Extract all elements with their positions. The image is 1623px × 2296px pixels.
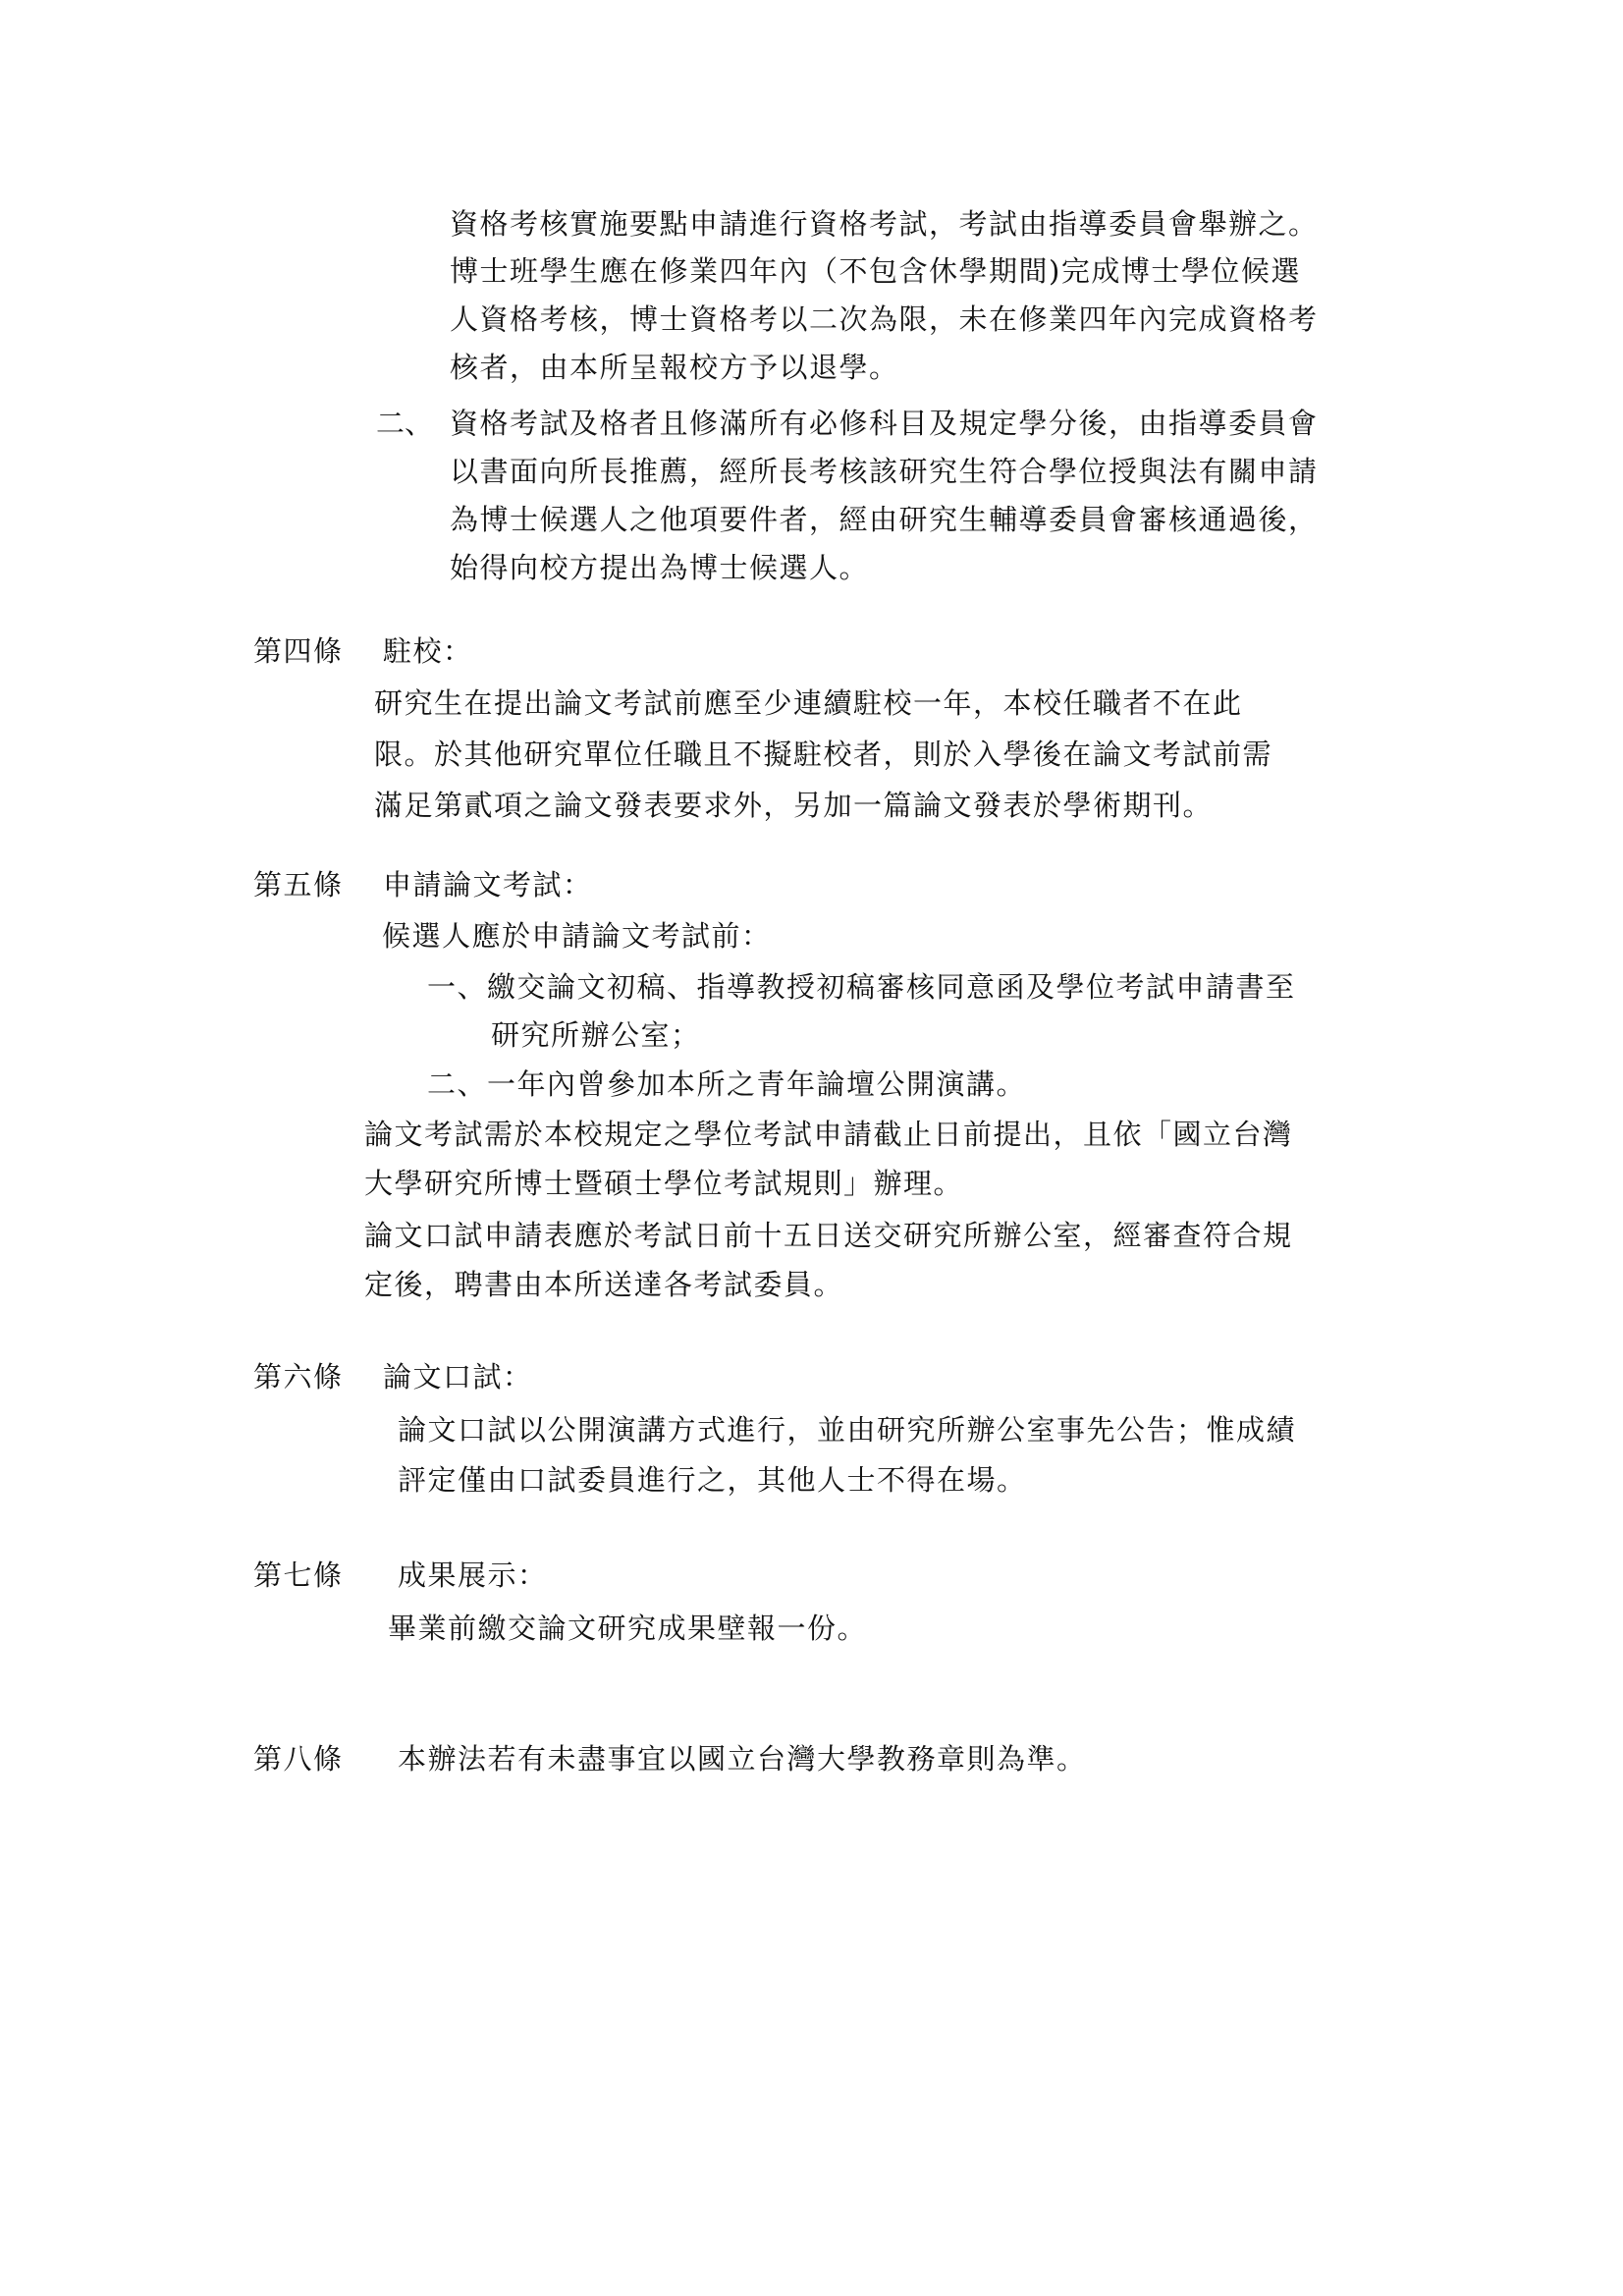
article-8-heading: 第八條: [253, 1742, 344, 1776]
article-5-para-1-line-2: 大學研究所博士暨碩士學位考試規則」辦理。: [364, 1167, 964, 1200]
article-7-title: 成果展示：: [398, 1558, 548, 1592]
article-5-para-2-line-2: 定後，聘書由本所送達各考試委員。: [364, 1268, 844, 1301]
article-5-title: 申請論文考試：: [383, 868, 593, 902]
intro-line-3: 人資格考核，博士資格考以二次為限，未在修業四年內完成資格考: [450, 302, 1319, 336]
article-5-intro: 候選人應於申請論文考試前：: [382, 919, 772, 953]
item-2-line-3: 為博士候選人之他項要件者，經由研究生輔導委員會審核通過後，: [450, 503, 1319, 536]
article-5-heading: 第五條: [253, 868, 344, 902]
intro-line-4: 核者，由本所呈報校方予以退學。: [450, 351, 899, 384]
item-2-line-4: 始得向校方提出為博士候選人。: [450, 551, 870, 584]
article-5-item-1-line-2: 研究所辦公室；: [491, 1018, 701, 1052]
intro-line-1: 資格考核實施要點申請進行資格考試，考試由指導委員會舉辦之。: [450, 207, 1319, 241]
article-6-line-2: 評定僅由口試委員進行之，其他人士不得在場。: [398, 1463, 1027, 1497]
article-4-line-2: 限。於其他研究單位任職且不擬駐校者，則於入學後在論文考試前需: [374, 738, 1273, 771]
article-6-heading: 第六條: [253, 1360, 344, 1394]
intro-line-2: 博士班學生應在修業四年內（不包含休學期間)完成博士學位候選: [450, 254, 1301, 288]
article-4-line-1: 研究生在提出論文考試前應至少連續駐校一年，本校任職者不在此: [374, 686, 1243, 720]
item-2-line-2: 以書面向所長推薦，經所長考核該研究生符合學位授與法有關申請: [450, 455, 1319, 488]
article-4-heading: 第四條: [253, 634, 344, 668]
article-6-line-1: 論文口試以公開演講方式進行，並由研究所辦公室事先公告；惟成績: [398, 1413, 1297, 1447]
article-5-item-2: 二、一年內曾參加本所之青年論壇公開演講。: [427, 1067, 1027, 1101]
article-4-title: 駐校：: [383, 634, 473, 668]
article-5-item-1-line-1: 一、繳交論文初稿、指導教授初稿審核同意函及學位考試申請書至: [427, 970, 1296, 1004]
article-5-para-1-line-1: 論文考試需於本校規定之學位考試申請截止日前提出，且依「國立台灣: [364, 1118, 1293, 1151]
article-6-title: 論文口試：: [383, 1360, 533, 1394]
article-5-para-2-line-1: 論文口試申請表應於考試日前十五日送交研究所辦公室，經審查符合規: [364, 1219, 1293, 1252]
item-2-line-1: 資格考試及格者且修滿所有必修科目及規定學分後，由指導委員會: [450, 407, 1319, 440]
article-4-line-3: 滿足第貳項之論文發表要求外，另加一篇論文發表於學術期刊。: [374, 789, 1214, 822]
article-8-text: 本辦法若有未盡事宜以國立台灣大學教務章則為準。: [398, 1742, 1087, 1776]
article-7-heading: 第七條: [253, 1558, 344, 1592]
article-7-line-1: 畢業前繳交論文研究成果壁報一份。: [388, 1612, 868, 1645]
item-2-number: 二、: [376, 407, 434, 440]
